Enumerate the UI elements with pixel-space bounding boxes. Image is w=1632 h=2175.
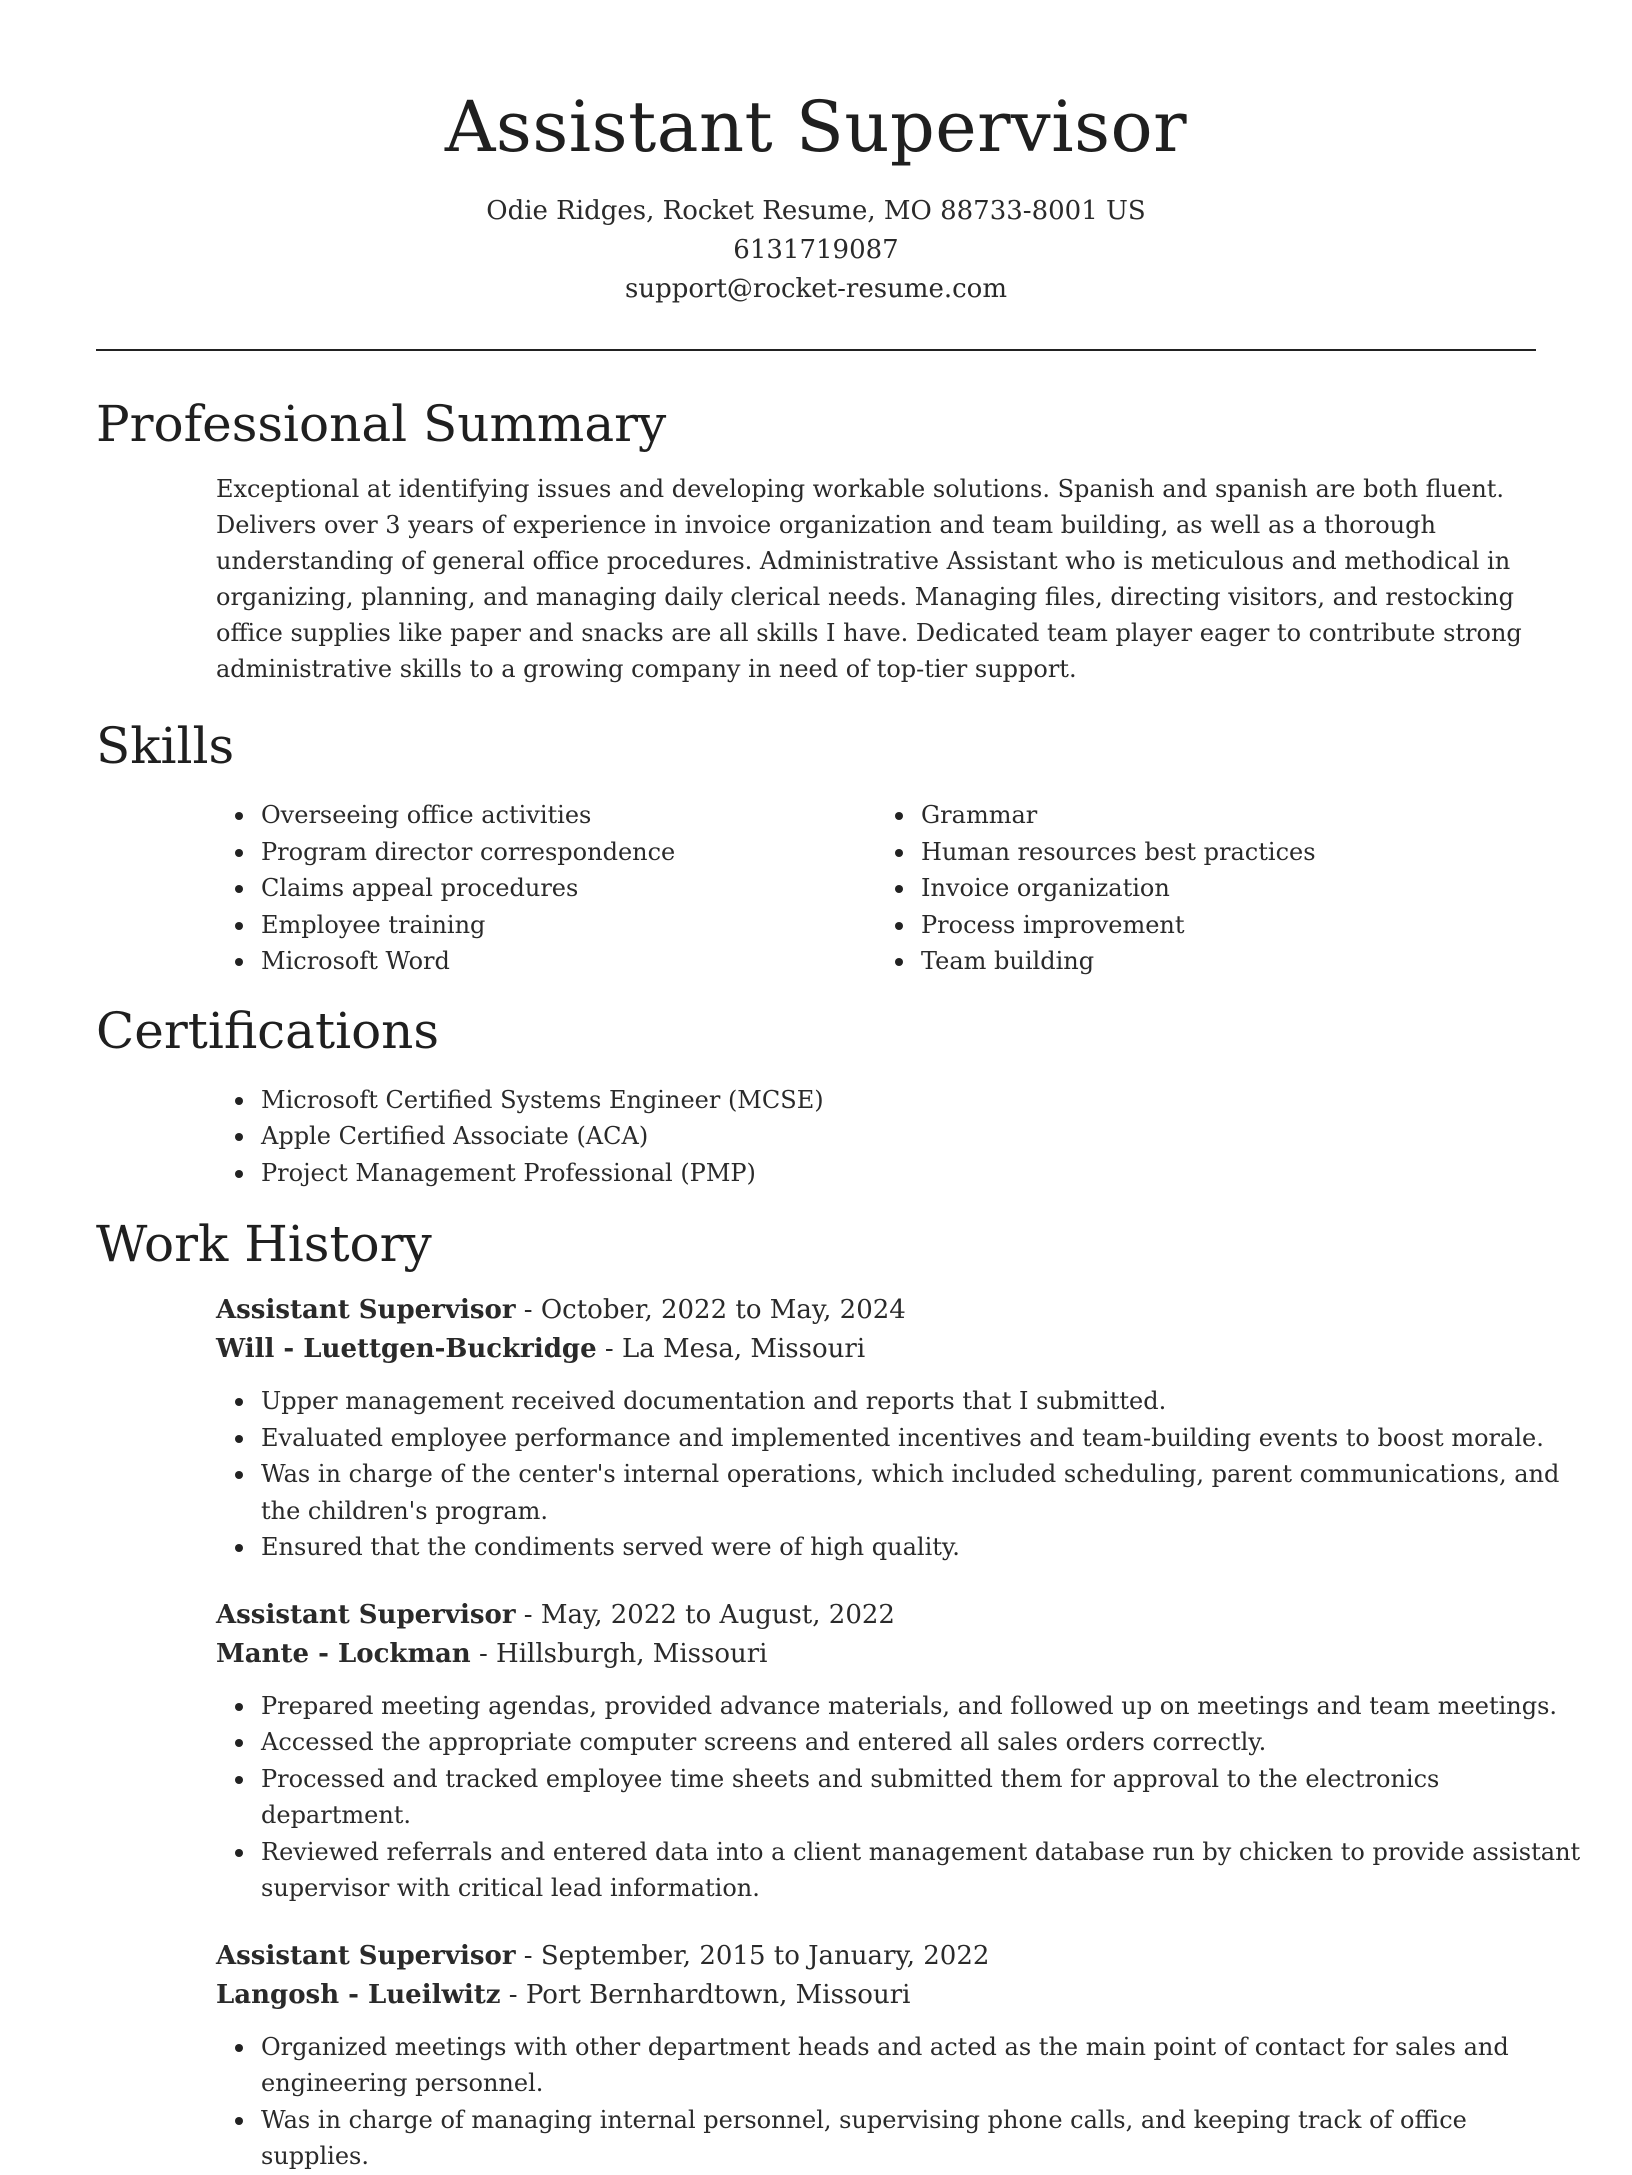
summary-text: Exceptional at identifying issues and developing workable solutions. Spanish and spanish are both fluent. Delivers over 3 years of experience in invoice organization and team building, as well as a thorough understanding of general office procedures. Administrative Assistant who is meticulous and methodical in organizing, planning, and managing daily clerical needs. Managing files, directing visitors, and restocking office supplies like paper and snacks are all skills I have. Dedicated team player eager to contribute strong administrative skills to a growing company in need of top-tier support. [216, 475, 1522, 683]
duty-item: Was in charge of the center's internal operations, which included scheduling, parent communications, and the children's program. [261, 1456, 1581, 1529]
skills-list [216, 797, 1536, 980]
job-title-line [216, 1937, 1536, 1976]
skill-item: Process improvement [921, 907, 1536, 944]
skill-item: Microsoft Word [261, 943, 876, 980]
duty-item: Evaluated employee performance and implemented incentives and team-building events to boost morale. [261, 1420, 1581, 1457]
job-duties [216, 1688, 1581, 1907]
job-location: - Hillsburgh, Missouri [470, 1638, 768, 1669]
skill-item: Invoice organization [921, 870, 1536, 907]
skills-heading: Skills [96, 717, 235, 775]
skill-item: Claims appeal procedures [261, 870, 876, 907]
duty-item: Processed and tracked employee time sheets and submitted them for approval to the electronics department. [261, 1761, 1581, 1834]
skill-item: Team building [921, 943, 1536, 980]
duty-item: Was in charge of managing internal personnel, supervising phone calls, and keeping track of office supplies. [261, 2102, 1581, 2175]
resume-header [96, 0, 1536, 309]
job-location: - Port Bernhardtown, Missouri [500, 1979, 911, 2010]
certifications-heading: Certifications [96, 1001, 440, 1060]
certification-item: Project Management Professional (PMP) [261, 1155, 1536, 1192]
job-duties [216, 1383, 1581, 1566]
certification-item: Microsoft Certified Systems Engineer (MCSE) [261, 1082, 1536, 1119]
skills-column-right [876, 797, 1536, 980]
job-title-line [216, 1596, 1536, 1635]
duty-item: Prepared meeting agendas, provided advance materials, and followed up on meetings and team meetings. [261, 1688, 1581, 1725]
summary-heading: Professional Summary [96, 395, 667, 453]
duty-item: Upper management received documentation and reports that I submitted. [261, 1383, 1581, 1420]
certification-item: Apple Certified Associate (ACA) [261, 1118, 1536, 1155]
job-dates: - October, 2022 to May, 2024 [515, 1295, 906, 1325]
job-company: Mante - Lockman [216, 1638, 471, 1669]
job-entry [216, 1291, 1560, 1566]
address: Odie Ridges, Rocket Resume, MO 88733-8001 US [486, 196, 1146, 226]
duty-item: Ensured that the condiments served were of high quality. [261, 1529, 1581, 1566]
job-company: Langosh - Lueilwitz [216, 1979, 501, 2010]
skill-item: Grammar [921, 797, 1536, 834]
header-divider [96, 349, 1536, 351]
job-title-line [216, 1291, 1536, 1330]
skill-item: Program director correspondence [261, 834, 876, 871]
contact-info [96, 192, 1536, 309]
job-position: Assistant Supervisor [216, 1599, 516, 1630]
skills-column-left [216, 797, 876, 980]
skill-item: Overseeing office activities [261, 797, 876, 834]
skill-item: Human resources best practices [921, 834, 1536, 871]
job-position: Assistant Supervisor [216, 1295, 516, 1325]
resume-page [96, 0, 1581, 2175]
duty-item: Organized meetings with other department heads and acted as the main point of contact for sales and engineering personnel. [261, 2029, 1581, 2102]
job-entry [216, 1937, 1536, 2175]
duty-item: Accessed the appropriate computer screens and entered all sales orders correctly. [261, 1724, 1581, 1761]
duty-item: Reviewed referrals and entered data into a client management database run by chicken to provide assistant supervisor with critical lead information. [261, 1834, 1581, 1907]
job-duties [216, 2029, 1581, 2175]
job-company-line [216, 1976, 1536, 2015]
job-position: Assistant Supervisor [216, 1940, 516, 1971]
job-dates: - September, 2015 to January, 2022 [515, 1940, 990, 1971]
phone: 6131719087 [733, 235, 899, 265]
work-history-heading: Work History [96, 1215, 432, 1273]
email: support@rocket-resume.com [624, 274, 1007, 304]
skill-item: Employee training [261, 907, 876, 944]
job-company-line [216, 1330, 1536, 1369]
certifications-list [216, 1082, 1536, 1192]
job-entry [216, 1596, 1581, 1907]
job-company: Will - Luettgen-Buckridge [216, 1334, 597, 1364]
job-location: - La Mesa, Missouri [596, 1334, 866, 1364]
job-dates: - May, 2022 to August, 2022 [515, 1599, 895, 1630]
job-company-line [216, 1635, 1536, 1674]
resume-title: Assistant Supervisor [444, 86, 1188, 168]
